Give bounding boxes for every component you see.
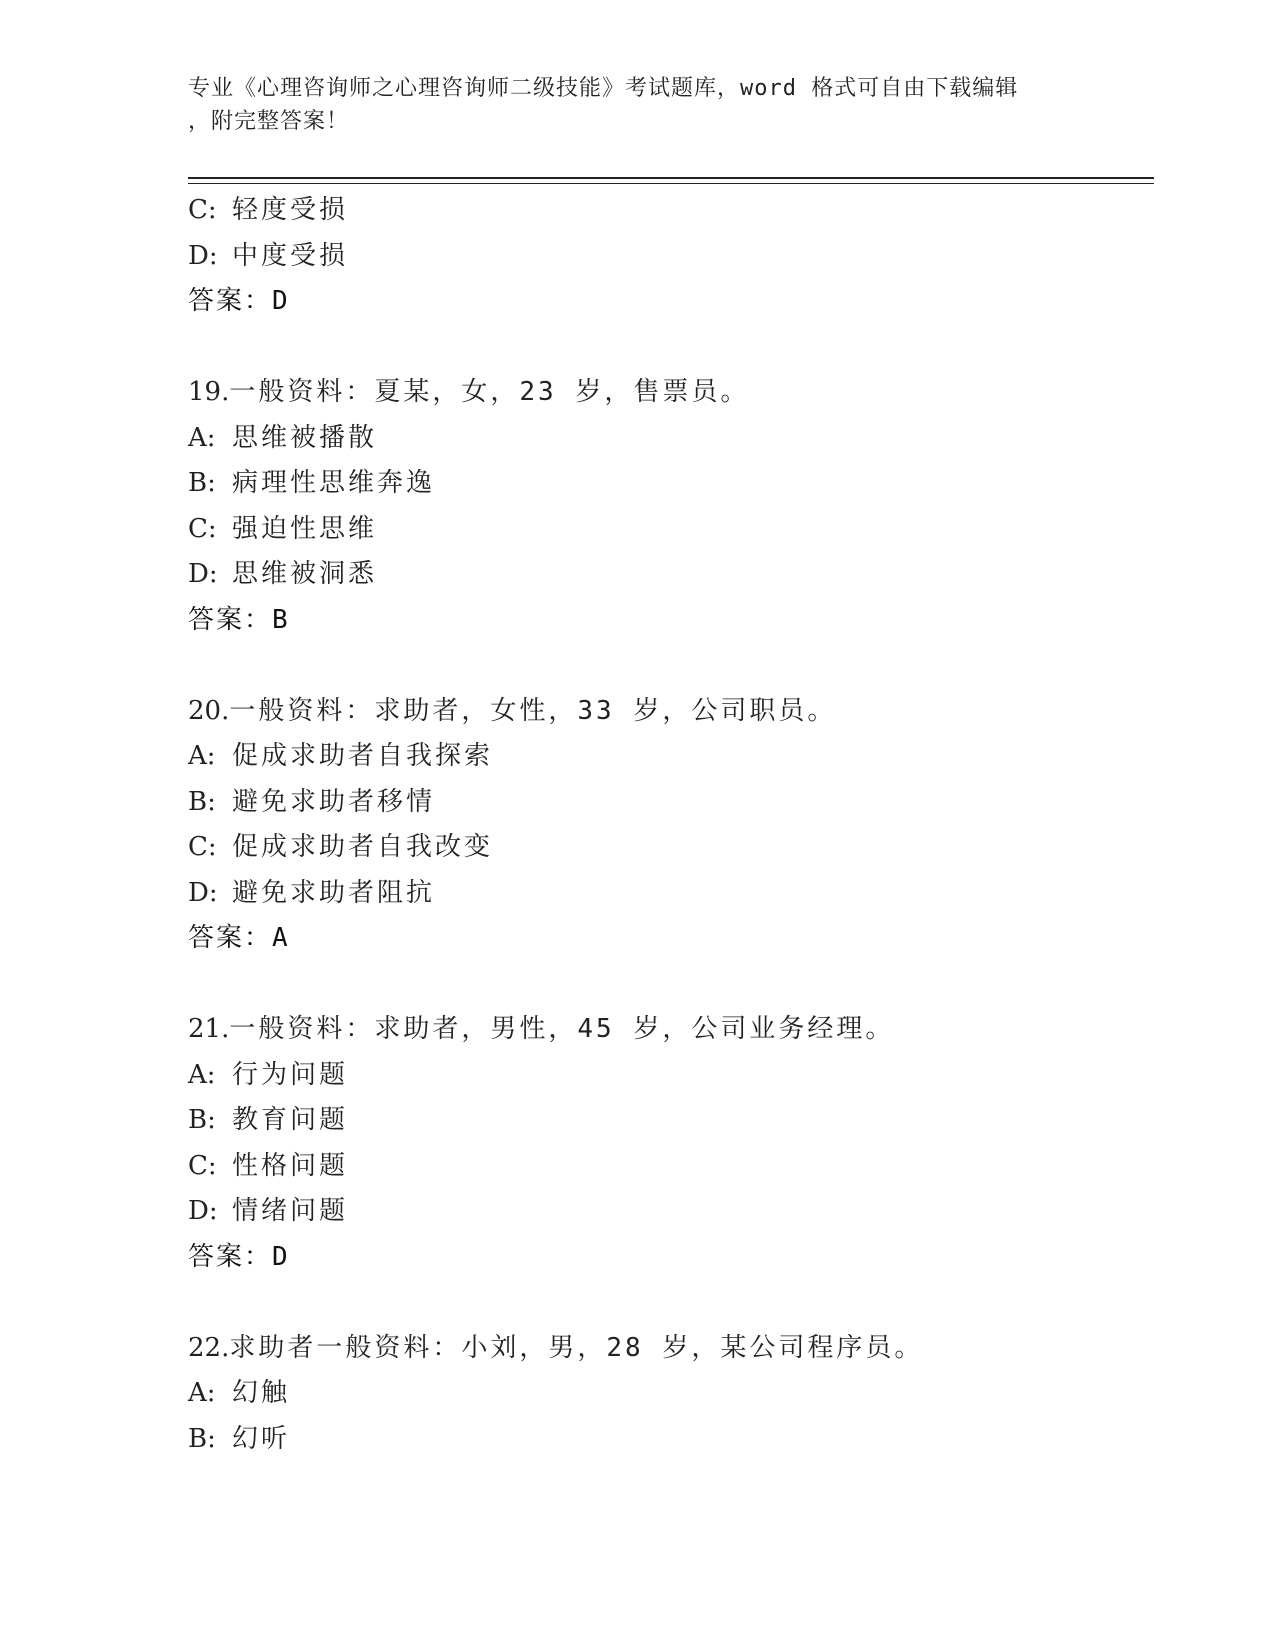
question-text: 一般资料：求助者，女性，33 岁，公司职员。	[229, 695, 837, 726]
question-list	[188, 188, 1148, 1462]
option-text: 病理性思维奔逸	[232, 468, 436, 498]
option-row	[188, 1417, 1148, 1463]
option-row	[188, 188, 1148, 234]
answer-row	[188, 916, 1148, 962]
option-row	[188, 507, 1148, 553]
option-text: 中度受损	[232, 240, 349, 271]
answer-value: B	[272, 604, 290, 635]
answer-value: D	[272, 1241, 290, 1272]
option-text: 强迫性思维	[232, 513, 378, 544]
spacer	[188, 643, 1148, 689]
question-row	[188, 370, 1148, 416]
option-key: D:	[188, 1196, 218, 1226]
option-key: C:	[188, 832, 217, 862]
option-text: 情绪问题	[232, 1196, 349, 1226]
option-key: B:	[188, 468, 216, 498]
header-rule-thin	[188, 183, 1154, 184]
header-rule-thick	[188, 177, 1154, 179]
option-key: C:	[188, 513, 217, 544]
question-block	[188, 1326, 1148, 1463]
question-block	[188, 689, 1148, 1008]
answer-value: A	[272, 923, 290, 953]
option-key: A:	[188, 1378, 216, 1408]
option-row	[188, 825, 1148, 871]
question-number: 19.	[188, 377, 230, 407]
header-line-1: 专业《心理咨询师之心理咨询师二级技能》考试题库，word 格式可自由下载编辑	[188, 76, 1019, 101]
option-text: 避免求助者阻抗	[232, 877, 436, 908]
question-text: 一般资料：夏某，女，23 岁，售票员。	[229, 377, 750, 407]
question-text: 一般资料：求助者，男性，45 岁，公司业务经理。	[229, 1014, 895, 1044]
option-row	[188, 1189, 1148, 1235]
answer-row	[188, 279, 1148, 325]
question-text: 求助者一般资料：小刘，男，28 岁，某公司程序员。	[229, 1332, 924, 1363]
option-row	[188, 1371, 1148, 1417]
header-line-2: ，附完整答案！	[188, 109, 350, 134]
option-key: A:	[188, 422, 216, 453]
option-text: 避免求助者移情	[232, 786, 436, 817]
spacer	[188, 962, 1148, 1008]
option-row	[188, 416, 1148, 462]
spacer	[188, 1280, 1148, 1326]
option-key: A:	[188, 1059, 216, 1090]
option-text: 幻听	[232, 1423, 291, 1454]
option-key: C:	[188, 195, 217, 225]
option-text: 思维被播散	[232, 422, 378, 453]
option-text: 性格问题	[232, 1150, 349, 1181]
answer-row	[188, 598, 1148, 644]
option-key: C:	[188, 1150, 217, 1181]
option-row	[188, 734, 1148, 780]
option-key: B:	[188, 786, 216, 817]
option-row	[188, 871, 1148, 917]
option-row	[188, 780, 1148, 826]
answer-label: 答案：	[188, 1241, 273, 1272]
option-text: 幻触	[232, 1378, 291, 1408]
question-block	[188, 370, 1148, 689]
option-row	[188, 552, 1148, 598]
option-text: 促成求助者自我探索	[232, 741, 494, 771]
question-number: 22.	[188, 1332, 230, 1363]
answer-value: D	[272, 286, 290, 316]
option-text: 轻度受损	[232, 195, 349, 225]
document-header	[188, 72, 1088, 138]
option-key: A:	[188, 741, 216, 771]
option-text: 促成求助者自我改变	[232, 832, 494, 862]
question-number: 21.	[188, 1014, 230, 1044]
option-key: D:	[188, 877, 218, 908]
option-row	[188, 1053, 1148, 1099]
question-block	[188, 188, 1148, 370]
answer-label: 答案：	[188, 286, 273, 316]
question-row	[188, 689, 1148, 735]
answer-label: 答案：	[188, 923, 273, 953]
question-row	[188, 1326, 1148, 1372]
option-key: D:	[188, 240, 218, 271]
option-row	[188, 461, 1148, 507]
question-row	[188, 1007, 1148, 1053]
option-row	[188, 1144, 1148, 1190]
answer-row	[188, 1235, 1148, 1281]
option-key: D:	[188, 559, 218, 589]
option-text: 教育问题	[232, 1105, 349, 1135]
option-text: 思维被洞悉	[232, 559, 378, 589]
option-row	[188, 1098, 1148, 1144]
question-block	[188, 1007, 1148, 1326]
option-text: 行为问题	[232, 1059, 349, 1090]
answer-label: 答案：	[188, 604, 273, 635]
spacer	[188, 325, 1148, 371]
option-row	[188, 234, 1148, 280]
option-key: B:	[188, 1105, 216, 1135]
option-key: B:	[188, 1423, 216, 1454]
question-number: 20.	[188, 695, 230, 726]
